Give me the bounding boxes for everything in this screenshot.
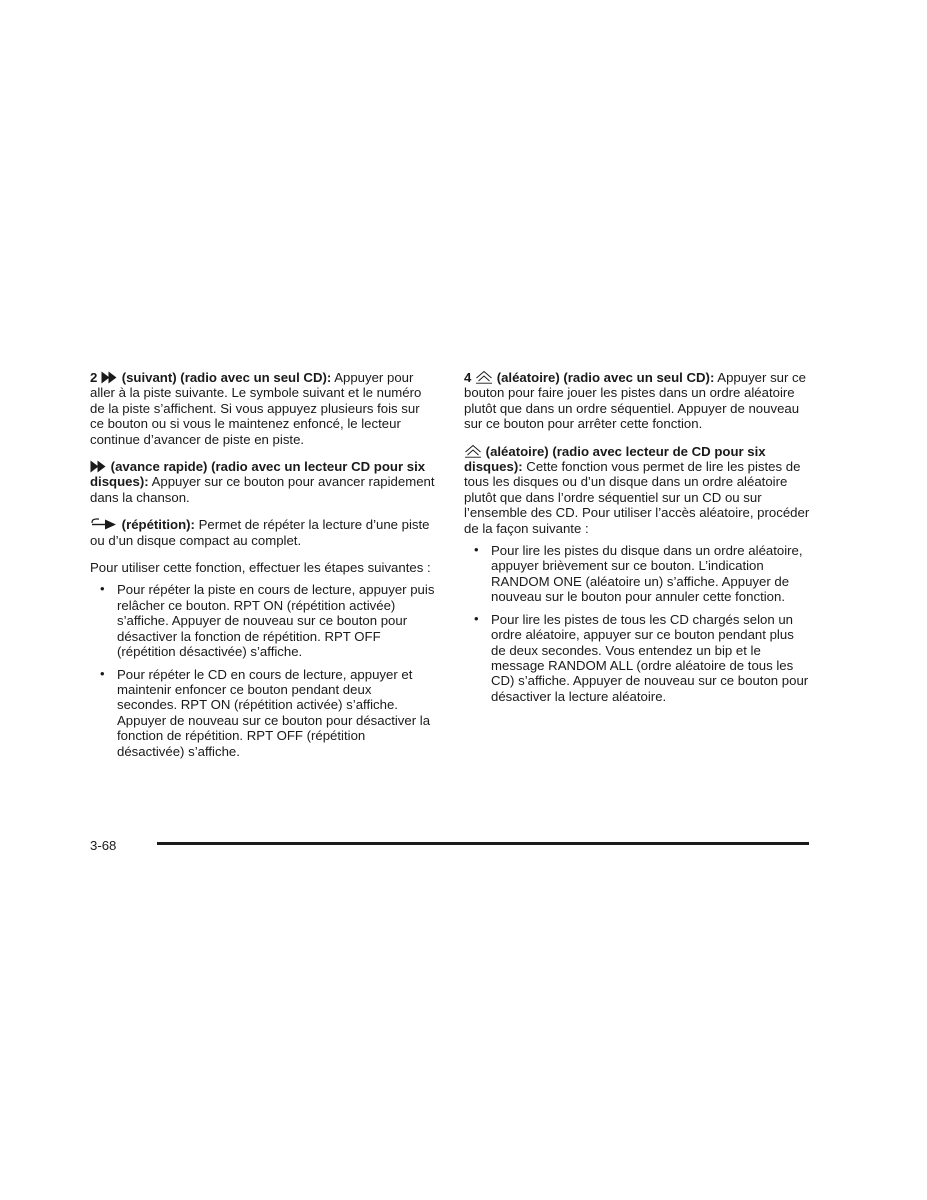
bullet-icon: • bbox=[474, 542, 479, 558]
bullet-icon: • bbox=[100, 581, 105, 597]
bullet-list bbox=[464, 543, 810, 704]
list-item bbox=[474, 610, 810, 704]
list-item-text: Pour répéter la piste en cours de lecture, appuyer puis relâcher ce bouton. RPT ON (répétition activée) s’affiche. Appuyer de nouveau sur ce bouton pour désactiver la fonction de répétition. RPT OFF (répétition désactivée) s’affiche. bbox=[117, 582, 435, 660]
paragraph-heading: (aléatoire) (radio avec un seul CD): bbox=[496, 370, 715, 385]
bullet-list bbox=[90, 582, 435, 758]
fast-forward-icon bbox=[90, 460, 107, 473]
paragraph-body: Appuyer pour aller à la piste suivante. Le symbole suivant et le numéro de la piste s’affichent. Si vous appuyez plusieurs fois sur ce bouton ou si vous le maintenez enfoncé, le lecteur continue d’avancer de piste en piste. bbox=[90, 370, 422, 447]
bullet-icon: • bbox=[474, 610, 479, 626]
random-icon bbox=[464, 444, 482, 458]
paragraph-body: Cette fonction vous permet de lire les pistes de tous les disques ou d’un disque dans un ordre aléatoire plutôt que dans l’ordre séquentiel sur un CD ou sur l’ensemble des CD. Pour utiliser l’accès aléatoire, procéder de la façon suivante : bbox=[464, 459, 810, 536]
paragraph-body: Appuyer sur ce bouton pour avancer rapidement dans la chanson. bbox=[90, 474, 435, 505]
list-item bbox=[100, 581, 435, 660]
random-six-disc-paragraph bbox=[464, 444, 810, 536]
paragraph-body: Permet de répéter la lecture d’une piste ou d’un disque compact au complet. bbox=[90, 517, 430, 548]
repeat-paragraph bbox=[90, 517, 435, 548]
list-item bbox=[100, 665, 435, 759]
paragraph-body: Appuyer sur ce bouton pour faire jouer les pistes dans un ordre aléatoire plutôt que dans un ordre séquentiel. Appuyer de nouveau sur ce bouton pour arrêter cette fonction. bbox=[464, 370, 806, 432]
paragraph-heading: (suivant) (radio avec un seul CD): bbox=[121, 370, 332, 385]
button-number: 4 bbox=[464, 370, 472, 385]
list-item-text: Pour lire les pistes du disque dans un ordre aléatoire, appuyer brièvement sur ce bouton. L’indication RANDOM ONE (aléatoire un) s’affiche. Appuyer de nouveau sur le bouton pour annuler cette fonction. bbox=[491, 543, 803, 605]
list-item bbox=[474, 542, 810, 605]
steps-intro: Pour utiliser cette fonction, effectuer les étapes suivantes : bbox=[90, 560, 431, 576]
list-item-text: Pour répéter le CD en cours de lecture, appuyer et maintenir enfoncer ce bouton pendant deux secondes. RPT ON (répétition activée) s’affiche. Appuyer de nouveau sur ce bouton pour désactiver la fonction de répétition. RPT OFF (répétition désactivée) s’affiche. bbox=[117, 666, 431, 759]
paragraph-heading: (aléatoire) (radio avec lecteur de CD pour six disques): bbox=[464, 443, 766, 475]
button-number: 2 bbox=[90, 370, 98, 385]
paragraph-heading: (avance rapide) (radio avec un lecteur CD pour six disques): bbox=[90, 459, 426, 490]
right-column bbox=[464, 370, 810, 711]
random-icon bbox=[475, 370, 493, 384]
repeat-icon bbox=[90, 518, 118, 531]
random-single-cd-paragraph bbox=[464, 370, 810, 432]
paragraph-heading: (répétition): bbox=[121, 517, 195, 533]
list-item-text: Pour lire les pistes de tous les CD chargés selon un ordre aléatoire, appuyer sur ce bouton pendant plus de deux secondes. Vous entendez un bip et le message RANDOM ALL (ordre aléatoire de tous les CD) s’affiche. Appuyer de nouveau sur ce bouton pour désactiver la lecture aléatoire. bbox=[491, 611, 809, 704]
footer-rule bbox=[157, 842, 809, 845]
bullet-icon: • bbox=[100, 665, 105, 681]
left-column bbox=[90, 370, 435, 766]
fast-forward-paragraph bbox=[90, 459, 435, 505]
page-number: 3-68 bbox=[90, 838, 117, 853]
next-track-paragraph bbox=[90, 370, 435, 447]
next-track-icon bbox=[101, 371, 118, 384]
